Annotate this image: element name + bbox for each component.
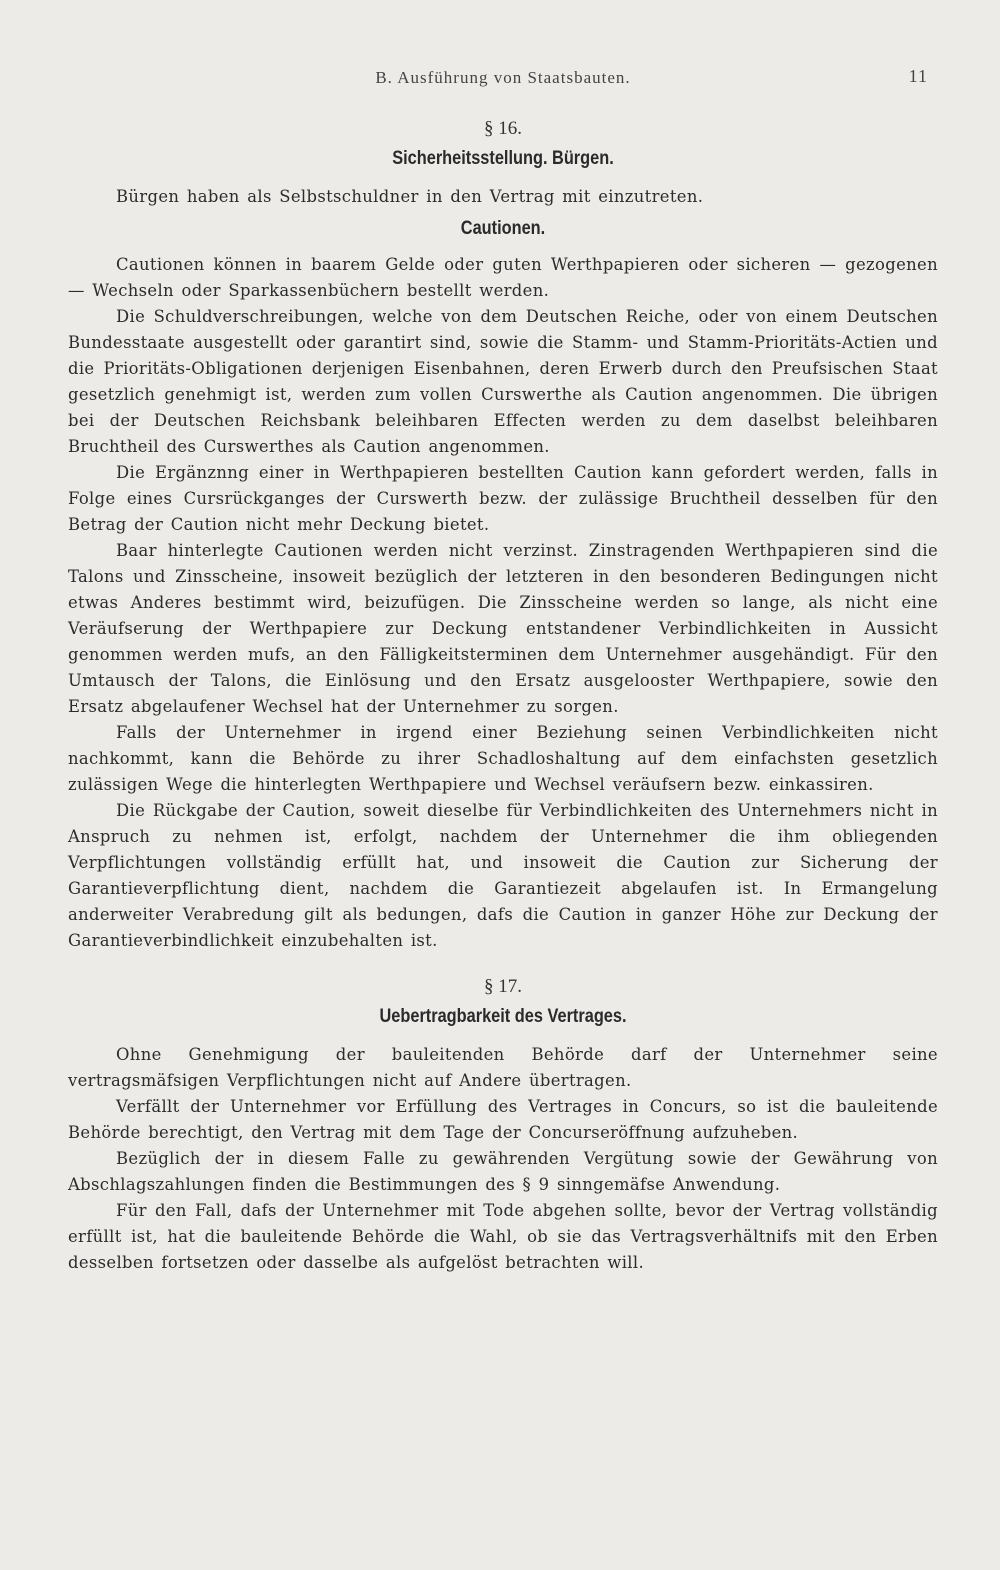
paragraph: Verfällt der Unternehmer vor Erfüllung des Vertrages in Concurs, so ist die bauleitende Behörde berechtigt, den Vertrag mit dem Tage der Concurseröffnung aufzuheben. — [68, 1097, 938, 1142]
running-header — [68, 60, 938, 96]
paragraph: Die Rückgabe der Caution, soweit dieselbe für Verbindlichkeiten des Unternehmers nicht in Anspruch zu nehmen ist, erfolgt, nachdem der Unternehmer die ihm obliegenden Verpflichtungen vollständig erfüllt hat, und insoweit die Caution zur Sicherung der Garantieverpflichtung dient, nachdem die Garantiezeit abgelaufen ist. In Ermangelung anderweiter Verabredung gilt als bedungen, dafs die Caution in ganzer Höhe zur Deckung der Garantieverbindlichkeit einzubehalten ist. — [68, 801, 938, 950]
paragraph: Baar hinterlegte Cautionen werden nicht verzinst. Zinstragenden Werthpapieren sind die Talons und Zinsscheine, insoweit bezüglich der letzteren in den besonderen Bedingungen nicht etwas Anderes bestimmt wird, beizufügen. Die Zinsscheine werden so lange, als nicht eine Veräufserung der Werthpapiere zur Deckung entstandener Verbindlichkeiten in Aussicht genommen werden mufs, an den Fälligkeitsterminen dem Unternehmer ausgehändigt. Für den Umtausch der Talons, die Einlösung und den Ersatz ausgelooster Werthpapiere, sowie den Ersatz abgelaufener Wechsel hat der Unternehmer zu sorgen. — [68, 541, 938, 716]
paragraph: Falls der Unternehmer in irgend einer Beziehung seinen Verbindlichkeiten nicht nachkommt, kann die Behörde zu ihrer Schadloshaltung auf dem einfachsten gesetzlich zulässigen Wege die hinterlegten Werthpapiere und Wechsel veräufsern bezw. einkassiren. — [68, 723, 938, 794]
section-number: § 17. — [484, 976, 522, 997]
page-number: 11 — [908, 66, 928, 86]
paragraph: Für den Fall, dafs der Unternehmer mit Tode abgehen sollte, bevor der Vertrag vollständig erfüllt ist, hat die bauleitende Behörde die Wahl, ob sie das Vertragsverhältnifs mit den Erben desselben fortsetzen oder dasselbe als aufgelöst betrachten will. — [68, 1201, 938, 1272]
section-number: § 16. — [484, 118, 522, 139]
paragraph: Ohne Genehmigung der bauleitenden Behörde darf der Unternehmer seine vertragsmäfsigen Verpflichtungen nicht auf Andere übertragen. — [68, 1045, 938, 1090]
section-title: Uebertragbarkeit des Vertrages. — [379, 1006, 627, 1027]
subsection-title: Cautionen. — [460, 218, 546, 239]
section-16 — [68, 118, 938, 954]
running-title: B. Ausführung von Staatsbauten. — [375, 68, 631, 87]
paragraph: Bezüglich der in diesem Falle zu gewährenden Vergütung sowie der Gewährung von Abschlagszahlungen finden die Bestimmungen des § 9 sinngemäfse Anwendung. — [68, 1149, 938, 1194]
paragraph: Die Schuldverschreibungen, welche von dem Deutschen Reiche, oder von einem Deutschen Bundesstaate ausgestellt oder garantirt sind, sowie die Stamm- und Stamm-Prioritäts-Actien und die Prioritäts-Obligationen derjenigen Eisenbahnen, deren Erwerb durch den Preufsischen Staat gesetzlich genehmigt ist, werden zum vollen Curswerthe als Caution angenommen. Die übrigen bei der Deutschen Reichsbank beleihbaren Effecten werden zu dem daselbst beleihbaren Bruchtheil des Curswerthes als Caution angenommen. — [68, 307, 938, 456]
paragraph: Bürgen haben als Selbstschuldner in den Vertrag mit einzutreten. — [116, 187, 704, 206]
paragraph: Cautionen können in baarem Gelde oder guten Werthpapieren oder sicheren — gezogenen — Wechseln oder Sparkassenbüchern bestellt werden. — [68, 255, 938, 300]
section-title: Sicherheitsstellung. Bürgen. — [392, 148, 614, 169]
section-17 — [68, 976, 938, 1276]
paragraph: Die Ergänznng einer in Werthpapieren bestellten Caution kann gefordert werden, falls in Folge eines Cursrückganges der Curswerth bezw. der zulässige Bruchtheil desselben für den Betrag der Caution nicht mehr Deckung bietet. — [68, 463, 938, 534]
